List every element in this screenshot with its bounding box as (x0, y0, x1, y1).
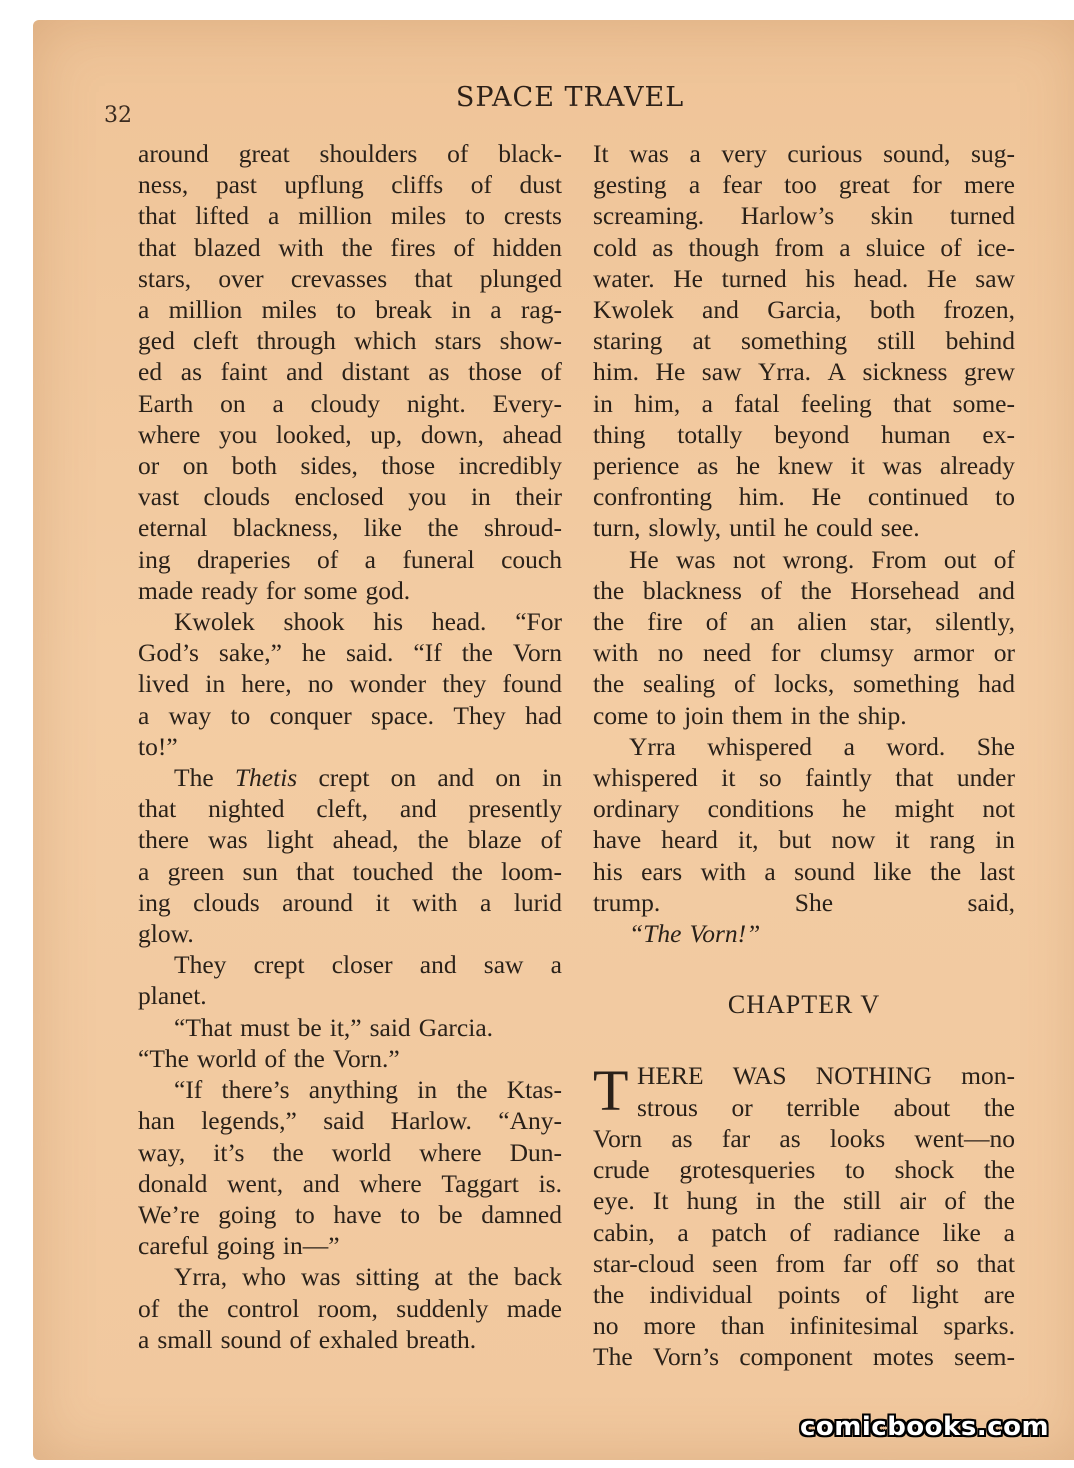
text-line: Yrra, who was sitting at the back (174, 1262, 562, 1292)
text-line: We’re going to have to be damned (138, 1199, 562, 1229)
text-line: donald went, and where Taggart is. (138, 1168, 562, 1198)
text-line: a small sound of exhaled breath. (138, 1324, 477, 1354)
text-line: a green sun that touched the loom- (138, 856, 562, 886)
text-line: a way to conquer space. They had (138, 700, 562, 730)
text-line: Kwolek and Garcia, both frozen, (593, 295, 1015, 325)
text-line: The Vorn’s component motes seem- (593, 1342, 1015, 1372)
text-line: come to join them in the ship. (593, 700, 907, 730)
text-line: trump. She said, (593, 887, 1015, 917)
text-line: Vorn as far as looks went—no (593, 1123, 1015, 1153)
text-line: cabin, a patch of radiance like a (593, 1217, 1015, 1247)
text-line: strous or terrible about the (637, 1092, 1015, 1122)
text-line: the individual points of light are (593, 1279, 1015, 1309)
text-line: made ready for some god. (138, 575, 411, 605)
text-line: stars, over crevasses that plunged (138, 263, 562, 293)
chapter-opening (593, 1060, 1015, 1122)
text-line: “That must be it,” said Garcia. (174, 1012, 494, 1042)
text-line: way, it’s the world where Dun- (138, 1137, 562, 1167)
text-line: that blazed with the fires of hidden (138, 232, 562, 262)
text-line: ing draperies of a funeral couch (138, 544, 562, 574)
running-head: SPACE TRAVEL (455, 82, 685, 113)
text-line: “The Vorn!” (629, 919, 761, 949)
chapter-heading: CHAPTER V (727, 990, 881, 1020)
text-line: whispered it so faintly that under (593, 763, 1015, 793)
text-line: star-cloud seen from far off so that (593, 1248, 1015, 1278)
text-line: or on both sides, those incredibly (138, 451, 562, 481)
text-line: ed as faint and distant as those of (138, 357, 562, 387)
text-line: lived in here, no wonder they found (138, 669, 562, 699)
text-line: “If there’s anything in the Ktas- (174, 1075, 562, 1105)
text-line: with no need for clumsy armor or (593, 638, 1015, 668)
left-column (138, 138, 562, 1355)
text-line: ordinary conditions he might not (593, 794, 1015, 824)
text-line: that nighted cleft, and presently (138, 794, 562, 824)
text-line: glow. (138, 919, 194, 949)
page-number: 32 (104, 103, 132, 128)
text-line: han legends,” said Harlow. “Any- (138, 1106, 562, 1136)
text-line: gesting a fear too great for mere (593, 170, 1015, 200)
text-line: him. He saw Yrra. A sickness grew (593, 357, 1015, 387)
text-line: The Thetis crept on and on in (174, 763, 562, 793)
text-line: God’s sake,” he said. “If the Vorn (138, 638, 562, 668)
text-line: in him, a fatal feeling that some- (593, 388, 1015, 418)
text-line: the blackness of the Horsehead and (593, 575, 1015, 605)
text-line: HERE WAS NOTHING mon- (637, 1061, 1015, 1091)
text-line: ing clouds around it with a lurid (138, 887, 562, 917)
text-line: planet. (138, 981, 207, 1011)
text-line: around great shoulders of black- (138, 139, 562, 168)
drop-cap: T (593, 1058, 629, 1124)
text-line: ness, past upflung cliffs of dust (138, 170, 562, 200)
text-line: staring at something still behind (593, 326, 1015, 356)
text-line: screaming. Harlow’s skin turned (593, 201, 1015, 231)
text-line: the fire of an alien star, silently, (593, 607, 1015, 637)
text-line: his ears with a sound like the last (593, 856, 1015, 886)
text-line: Kwolek shook his head. “For (174, 607, 562, 637)
text-line: Earth on a cloudy night. Every- (138, 388, 562, 418)
text-line: eye. It hung in the still air of the (593, 1186, 1015, 1216)
text-line: that lifted a million miles to crests (138, 201, 562, 231)
text-line: the sealing of locks, something had (593, 669, 1015, 699)
text-line: careful going in—” (138, 1231, 340, 1261)
text-line: They crept closer and saw a (174, 950, 562, 980)
text-line: It was a very curious sound, sug- (593, 139, 1015, 168)
text-line: turn, slowly, until he could see. (593, 513, 920, 543)
text-line: ged cleft through which stars show- (138, 326, 562, 356)
text-line: there was light ahead, the blaze of (138, 825, 562, 855)
text-line: cold as though from a sluice of ice- (593, 232, 1015, 262)
text-line: no more than infinitesimal sparks. (593, 1311, 1015, 1341)
text-line: a million miles to break in a rag- (138, 295, 562, 325)
right-column (593, 138, 1015, 1373)
text-line: to!” (138, 731, 178, 761)
watermark: comicbooks.com (800, 1412, 1050, 1442)
text-line: vast clouds enclosed you in their (138, 482, 562, 512)
text-line: where you looked, up, down, ahead (138, 419, 562, 449)
text-line: He was not wrong. From out of (629, 544, 1015, 574)
text-line: perience as he knew it was already (593, 451, 1015, 481)
text-line: water. He turned his head. He saw (593, 263, 1015, 293)
text-line: “The world of the Vorn.” (138, 1043, 400, 1073)
text-line: confronting him. He continued to (593, 482, 1015, 512)
text-line: thing totally beyond human ex- (593, 419, 1015, 449)
text-line: crude grotesqueries to shock the (593, 1155, 1015, 1185)
text-line: eternal blackness, like the shroud- (138, 513, 562, 543)
text-line: have heard it, but now it rang in (593, 825, 1015, 855)
text-line: Yrra whispered a word. She (629, 731, 1015, 761)
text-line: of the control room, suddenly made (138, 1293, 562, 1323)
